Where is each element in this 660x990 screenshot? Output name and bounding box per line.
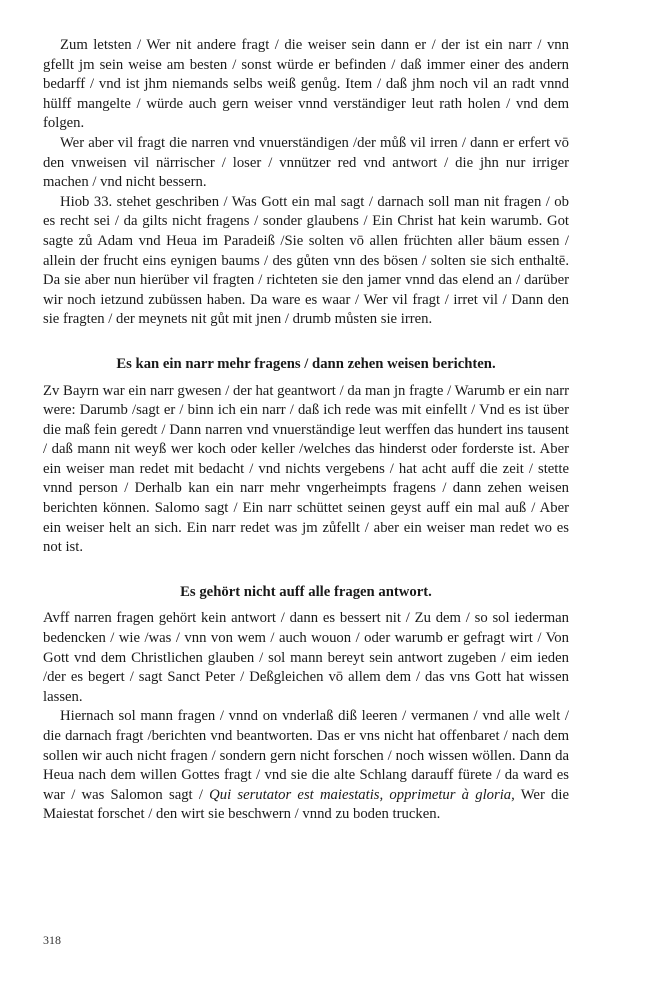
paragraph-with-latin-quote <box>43 707 569 825</box>
paragraph-text: Hiernach sol mann fragen / vnnd on vnderlaß diß leeren / vermanen / vnd alle welt / die darnach fragt /berichten vnd beantworten. Das er vns nicht hat offenbaret / nach dem sollen wir auch nicht fragen / sondern gern nicht forschen / noch wissen wöllen. Dann da Heua nach dem willen Gottes fragt / vnd sie die alte Schlang darauff fürete / da ward es war / was Salomon sagt / <box>43 708 569 803</box>
section-heading: Es kan ein narr mehr fragens / dann zehen weisen berichten. <box>116 355 496 372</box>
paragraph-closing-text: Wer die Maiestat forschet / den wirt sie beschwern / vnnd zu boden trucken. <box>43 786 569 823</box>
body-text <box>43 36 569 825</box>
paragraph: Wer aber vil fragt die narren vnd vnuerständigen /der můß vil irren / dann er erfert vō den vnweisen vil närrischer / loser / vnnützer red vnd antwort / die jhn nur irriger machen / vnd nicht bessern. <box>43 134 569 191</box>
latin-quote: Qui serutator est maiestatis, opprimetur à gloria, <box>209 786 515 803</box>
page-number: 318 <box>43 933 61 947</box>
paragraph: Hiob 33. stehet geschriben / Was Gott ein mal sagt / darnach soll man nit fragen / ob es recht sei / da gilts nicht fragens / sonder glaubens / Ein Christ hat kein warumb. Got sagte zů Adam vnd Heua im Paradeiß /Sie solten vō allen früchten aller bäum essen / allein der frucht eins eynigen baums / des gůten vnn des bösen / solten sie sich enthaltē. Da sie aber nun hierüber vil fragten / richteten sie den jamer vnnd das elend an / darüber wir noch ietzund zubüssen haben. Da ware es waar / Wer vil fragt / irret vil / Dann den sie fragten / der meynets nit gůt mit jnen / drumb můsten sie irren. <box>43 193 569 328</box>
paragraph: Zum letsten / Wer nit andere fragt / die weiser sein dann er / der ist ein narr / vnn gfellt jm sein weise am besten / sonst würde er befinden / daß immer einer des andern bedarff / vnd ist jhm niemands selbs weiß genůg. Item / daß jhm noch vil an radt vnnd hülff mangelte / würde auch gern weiser vnnd verständiger leut rath holen / vnd dem folgen. <box>43 37 569 132</box>
paragraph: Avff narren fragen gehört kein antwort / dann es bessert nit / Zu dem / so sol iederman bedencken / wie /was / vnn von wem / auch wouon / oder warumb er gefragt wirt / Von Gott vnd dem Christlichen glauben / sol mann bereyt sein antwort zugeben / eim ieden /der es begert / sagt Sanct Peter / Deßgleichen vō allem dem / das vns Gott hat wissen lassen. <box>43 610 569 705</box>
section-heading: Es gehört nicht auff alle fragen antwort. <box>180 583 432 600</box>
paragraph: Zv Bayrn war ein narr gwesen / der hat geantwort / da man jn fragte / Warumb er ein narr were: Darumb /sagt er / binn ich ein narr / daß ich rede was mit einfellt / Vnd es ist über die maß fein geredt / Dann narren vnd vnuerständige leut werffen das hundert ins tausent / daß mann nit weyß wer koch oder keller /welches das hinderst oder forderste ist. Aber ein weiser man redet mit bedacht / vnd nichts vergebens / hat acht auff die zeit / stette vnnd person / Derhalb kan ein narr mehr vngerheimpts fragens / dann zehen weisen berichten können. Salomo sagt / Ein narr schüttet seinen geyst auff ein mal auß / Aber ein weiser helt an sich. Ein narr redet was jm zůfellt / aber ein weiser man redet wo es not ist. <box>43 382 569 556</box>
